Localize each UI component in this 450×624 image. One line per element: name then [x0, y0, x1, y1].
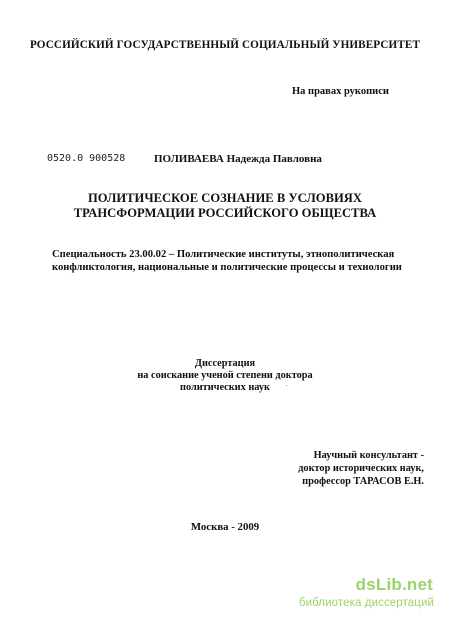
document-code: 0520.0 900528: [47, 153, 126, 164]
degree-line: Диссертация: [194, 358, 256, 369]
title-line: ПОЛИТИЧЕСКОЕ СОЗНАНИЕ В УСЛОВИЯХ: [88, 191, 362, 205]
author-name: ПОЛИВАЕВА Надежда Павловна: [154, 153, 322, 165]
degree-line: на соискание ученой степени доктора: [137, 370, 313, 381]
advisor-line: профессор ТАРАСОВ Е.Н.: [302, 476, 424, 487]
scientific-advisor: [278, 449, 424, 488]
advisor-line: Научный консультант -: [313, 450, 424, 461]
watermark-logo: dsLib.net: [355, 575, 433, 594]
degree-line: политических наук: [180, 382, 270, 393]
specialty: [52, 248, 402, 274]
city-year: Москва - 2009: [190, 521, 260, 533]
specialty-line: Специальность 23.00.02 – Политические институты, этнополитическая: [52, 249, 395, 260]
dissertation-title: [0, 191, 450, 221]
scan-speck: [286, 385, 287, 386]
title-line: ТРАНСФОРМАЦИИ РОССИЙСКОГО ОБЩЕСТВА: [73, 206, 377, 220]
university-name: РОССИЙСКИЙ ГОСУДАРСТВЕННЫЙ СОЦИАЛЬНЫЙ УНИВЕРСИТЕТ: [29, 39, 421, 51]
dissertation-degree: [0, 358, 450, 394]
advisor-line: доктор исторических наук,: [298, 463, 424, 474]
watermark-subtitle: библиотека диссертаций: [298, 597, 434, 609]
specialty-line: конфликтология, национальные и политические процессы и технологии: [52, 262, 402, 273]
rights-note: На правах рукописи: [292, 86, 389, 97]
watermark: [274, 575, 434, 617]
